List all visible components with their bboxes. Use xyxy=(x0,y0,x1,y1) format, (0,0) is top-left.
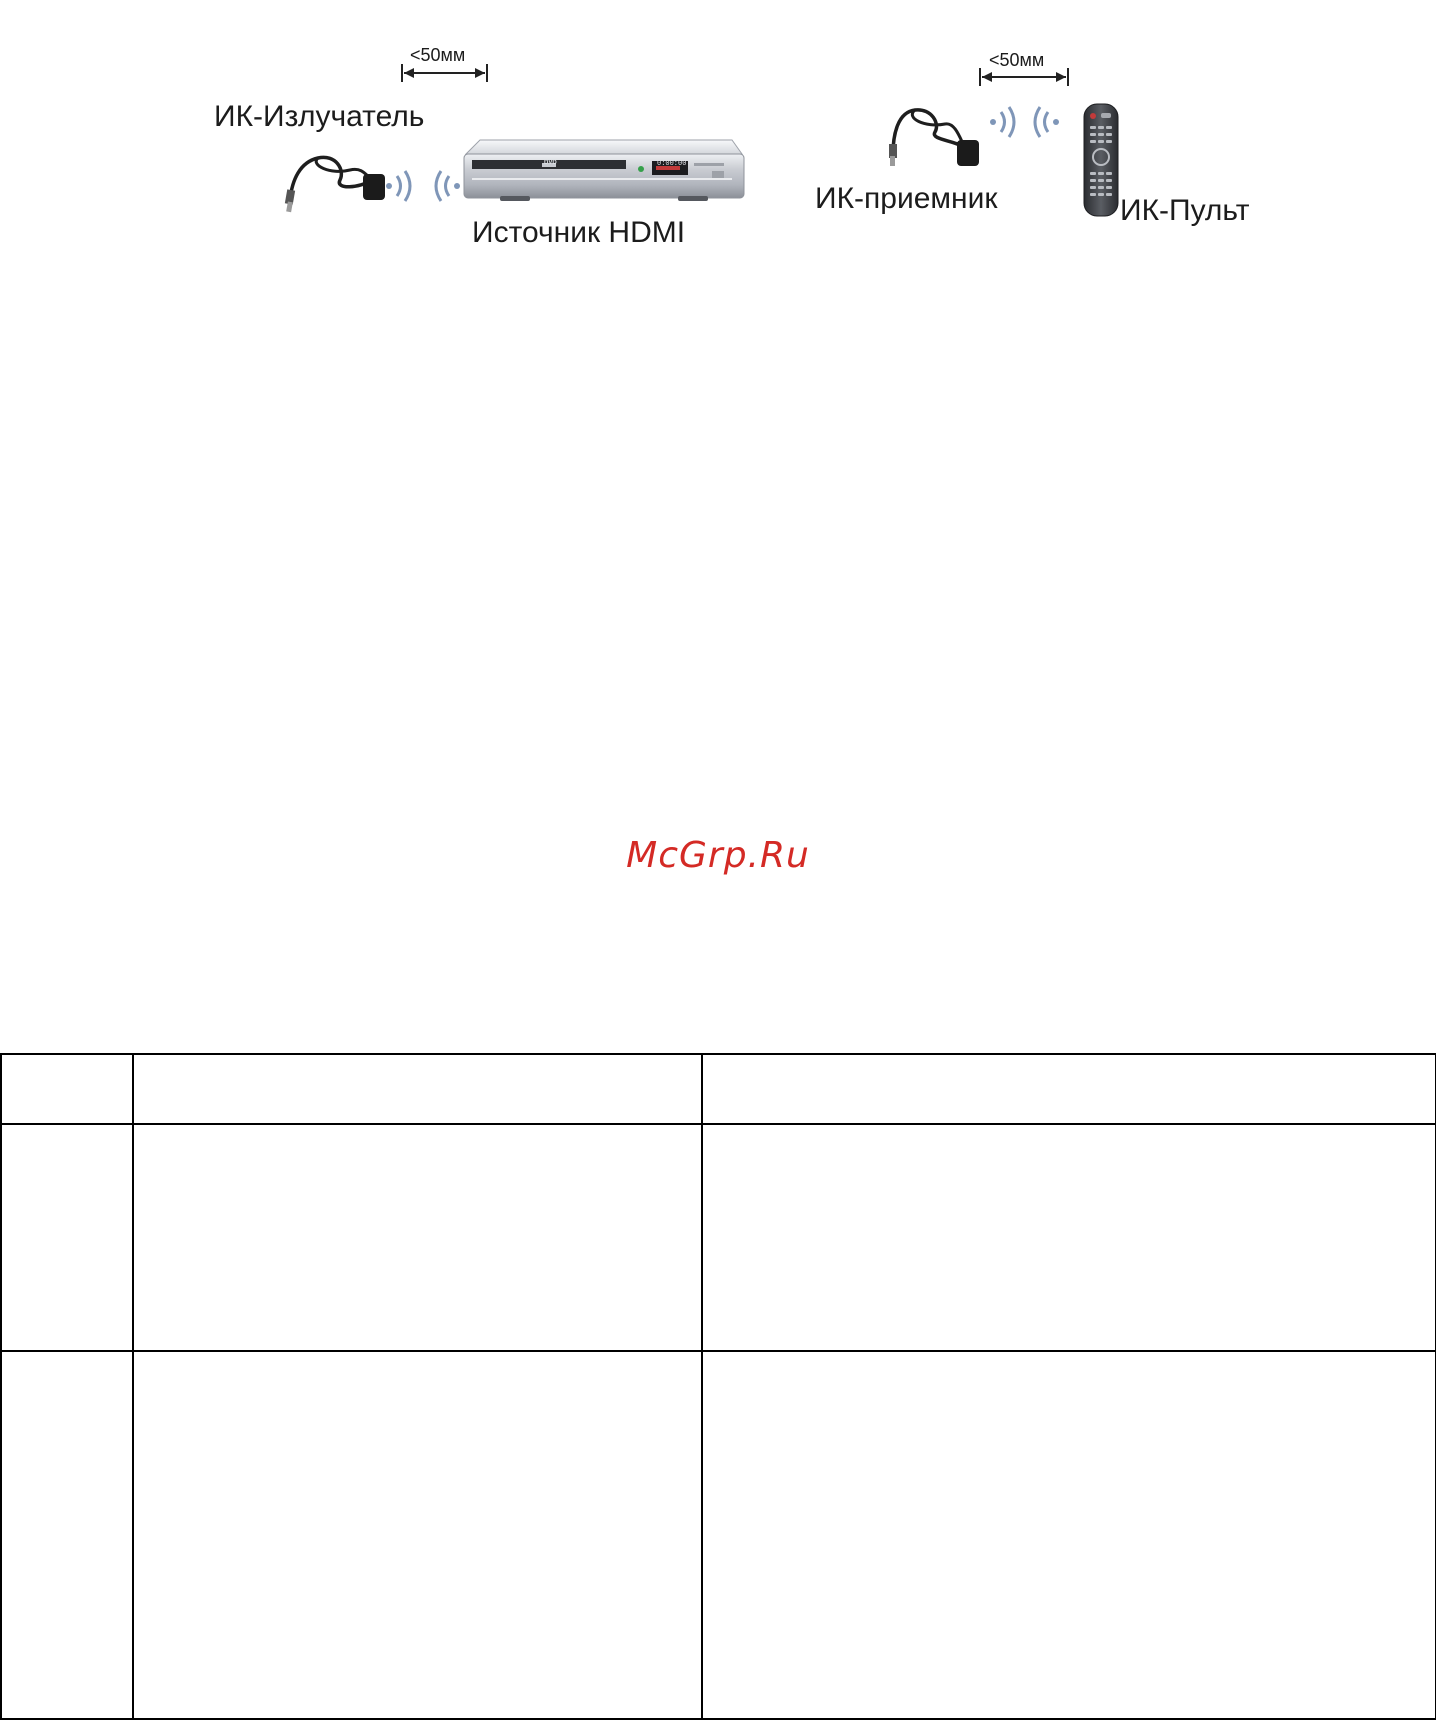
emitter-label: ИК-Излучатель xyxy=(214,100,425,133)
ir-setup-figure xyxy=(0,0,1436,280)
table-cell xyxy=(133,1124,702,1351)
ir-signal-icon xyxy=(386,171,460,201)
left-distance-label: <50мм xyxy=(410,45,466,65)
document-table xyxy=(0,1053,1436,1720)
source-label: Источник HDMI xyxy=(472,216,686,249)
table-row xyxy=(1,1124,1436,1351)
table-cell xyxy=(1,1351,133,1719)
table-row xyxy=(1,1054,1436,1124)
remote-label: ИК-Пульт xyxy=(1120,194,1250,227)
table-cell xyxy=(133,1351,702,1719)
ir-signal-icon xyxy=(990,107,1059,137)
dvd-player-icon xyxy=(464,140,744,201)
table-cell xyxy=(702,1054,1436,1124)
table-cell xyxy=(1,1124,133,1351)
ir-receiver-icon xyxy=(889,110,979,166)
table-cell xyxy=(133,1054,702,1124)
dimension-arrow-icon xyxy=(402,64,487,82)
remote-control-icon xyxy=(1084,104,1118,216)
dvd-display: 0:00:00 xyxy=(657,160,687,168)
table-cell xyxy=(1,1054,133,1124)
right-distance-label: <50мм xyxy=(989,50,1045,70)
table-cell xyxy=(702,1124,1436,1351)
ir-emitter-icon xyxy=(285,157,385,212)
ir-setup-illustration xyxy=(0,0,1436,280)
dvd-badge: DVD xyxy=(544,160,557,166)
receiver-label: ИК-приемник xyxy=(815,182,998,215)
dimension-arrow-icon xyxy=(980,68,1068,86)
watermark: McGrp.Ru xyxy=(626,835,810,876)
table-cell xyxy=(702,1351,1436,1719)
table-row xyxy=(1,1351,1436,1719)
